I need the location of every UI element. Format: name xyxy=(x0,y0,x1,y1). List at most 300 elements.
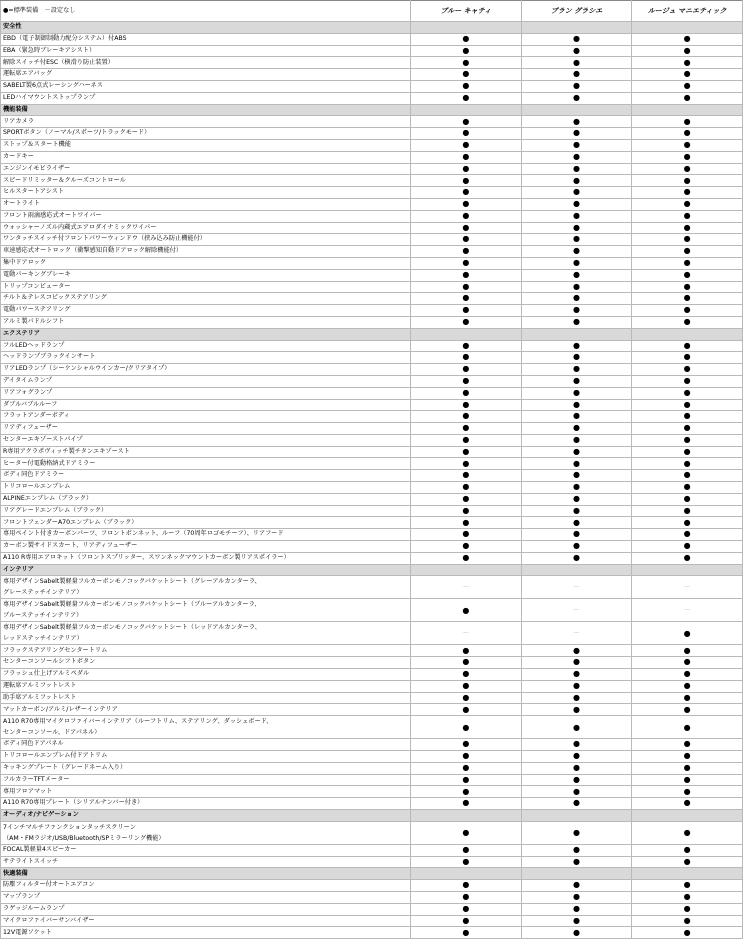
standard-equipment-mark: ● xyxy=(521,281,632,293)
standard-equipment-mark: ● xyxy=(632,116,743,128)
standard-equipment-mark: ● xyxy=(411,856,522,868)
feature-cell xyxy=(1,340,411,352)
standard-equipment-mark: ● xyxy=(521,657,632,669)
standard-equipment-mark: ● xyxy=(521,198,632,210)
feature-label: ボディ同色ドアパネル xyxy=(3,740,64,748)
standard-equipment-mark: ● xyxy=(411,423,522,435)
feature-label: 運転席アルミフットレスト xyxy=(3,681,77,689)
section-empty-cell xyxy=(411,810,522,822)
feature-label: 集中ドアロック xyxy=(3,259,47,267)
table-row xyxy=(1,458,743,470)
standard-equipment-mark: ● xyxy=(521,482,632,494)
feature-label: ストップ＆スタート機能 xyxy=(3,141,71,149)
feature-cell xyxy=(1,57,411,69)
feature-cell xyxy=(1,669,411,681)
feature-label: 解除スイッチ付ESC（横滑り防止装置） xyxy=(3,58,114,66)
standard-equipment-mark: ● xyxy=(632,657,743,669)
table-row xyxy=(1,33,743,45)
feature-label: カーボン製サイドスカート、リアディフューザー xyxy=(3,542,138,550)
section-header-row xyxy=(1,564,743,576)
standard-equipment-mark: ● xyxy=(632,128,743,140)
table-row xyxy=(1,751,743,763)
table-row xyxy=(1,774,743,786)
standard-equipment-mark: ● xyxy=(411,739,522,751)
feature-label: カードキー xyxy=(3,152,34,160)
section-empty-cell xyxy=(632,22,743,34)
table-row xyxy=(1,375,743,387)
standard-equipment-mark: ● xyxy=(632,739,743,751)
standard-equipment-mark: ● xyxy=(521,751,632,763)
feature-label: リアディフューザー xyxy=(3,424,58,432)
not-available-mark: － xyxy=(521,576,632,599)
feature-cell xyxy=(1,222,411,234)
standard-equipment-mark: ● xyxy=(411,880,522,892)
feature-label-line2: グレーステッチインテリア） xyxy=(3,589,83,597)
feature-cell xyxy=(1,163,411,175)
standard-equipment-mark: ● xyxy=(411,470,522,482)
standard-equipment-mark: ● xyxy=(411,762,522,774)
table-row xyxy=(1,45,743,57)
table-row xyxy=(1,786,743,798)
section-empty-cell xyxy=(632,328,743,340)
standard-equipment-mark: ● xyxy=(632,482,743,494)
standard-equipment-mark: ● xyxy=(411,92,522,104)
feature-cell xyxy=(1,657,411,669)
standard-equipment-mark: ● xyxy=(411,340,522,352)
table-row xyxy=(1,529,743,541)
standard-equipment-mark: ● xyxy=(521,411,632,423)
feature-label: マイクロファイバーサンバイザー xyxy=(3,916,95,924)
standard-equipment-mark: ● xyxy=(411,33,522,45)
table-row xyxy=(1,821,743,844)
standard-equipment-mark: ● xyxy=(411,774,522,786)
standard-equipment-mark: ● xyxy=(521,305,632,317)
table-row xyxy=(1,399,743,411)
standard-equipment-mark: ● xyxy=(521,92,632,104)
standard-equipment-mark: ● xyxy=(521,139,632,151)
standard-equipment-mark: ● xyxy=(411,786,522,798)
feature-label: ダブルバブルルーフ xyxy=(3,400,58,408)
standard-equipment-mark: ● xyxy=(411,269,522,281)
table-row xyxy=(1,293,743,305)
standard-equipment-mark: ● xyxy=(521,541,632,553)
standard-equipment-mark: ● xyxy=(521,269,632,281)
feature-cell xyxy=(1,305,411,317)
standard-equipment-mark: ● xyxy=(521,552,632,564)
section-title: エクステリア xyxy=(1,328,411,340)
standard-equipment-mark: ● xyxy=(521,340,632,352)
table-row xyxy=(1,281,743,293)
standard-equipment-mark: ● xyxy=(411,316,522,328)
standard-equipment-mark: ● xyxy=(632,774,743,786)
feature-label: キッキングプレート（グレードネーム入り） xyxy=(3,763,127,771)
table-row xyxy=(1,517,743,529)
standard-equipment-mark: ● xyxy=(632,305,743,317)
feature-label: A110 R70専用マイクロファイバーインテリア（ルーフトリム、ステアリング、ダッシュボード、 xyxy=(3,718,273,726)
table-row xyxy=(1,762,743,774)
table-row xyxy=(1,704,743,716)
standard-equipment-mark: ● xyxy=(632,151,743,163)
table-row xyxy=(1,669,743,681)
standard-equipment-mark: ● xyxy=(521,446,632,458)
feature-cell xyxy=(1,762,411,774)
feature-label: トリコロールエンブレム xyxy=(3,483,71,491)
standard-equipment-mark: ● xyxy=(411,529,522,541)
feature-label: 12V電源ソケット xyxy=(3,928,52,936)
section-empty-cell xyxy=(521,810,632,822)
table-row xyxy=(1,316,743,328)
feature-label: オートライト xyxy=(3,200,40,208)
table-row xyxy=(1,680,743,692)
standard-equipment-mark: ● xyxy=(632,903,743,915)
standard-equipment-mark: ● xyxy=(521,458,632,470)
feature-label: フラットアンダーボディ xyxy=(3,412,70,420)
standard-equipment-mark: ● xyxy=(411,458,522,470)
table-row xyxy=(1,257,743,269)
standard-equipment-mark: ● xyxy=(521,33,632,45)
standard-equipment-mark: ● xyxy=(521,210,632,222)
feature-label: センターコンソールシフトボタン xyxy=(3,658,96,666)
feature-label: 7インチマルチファンクションタッチスクリーン xyxy=(3,823,136,831)
standard-equipment-mark: ● xyxy=(521,692,632,704)
feature-cell xyxy=(1,482,411,494)
standard-equipment-mark: ● xyxy=(521,375,632,387)
standard-equipment-mark: ● xyxy=(632,622,743,645)
feature-cell xyxy=(1,880,411,892)
table-row xyxy=(1,692,743,704)
standard-equipment-mark: ● xyxy=(632,915,743,927)
standard-equipment-mark: ● xyxy=(632,856,743,868)
table-row xyxy=(1,576,743,599)
standard-equipment-mark: ● xyxy=(411,552,522,564)
standard-equipment-mark: ● xyxy=(521,364,632,376)
feature-cell xyxy=(1,33,411,45)
standard-equipment-mark: ● xyxy=(632,704,743,716)
standard-equipment-mark: ● xyxy=(632,316,743,328)
feature-cell xyxy=(1,246,411,258)
table-row xyxy=(1,423,743,435)
feature-cell xyxy=(1,210,411,222)
table-row xyxy=(1,352,743,364)
feature-label: ボディ同色ドアミラー xyxy=(3,471,65,479)
standard-equipment-mark: ● xyxy=(521,505,632,517)
standard-equipment-mark: ● xyxy=(411,669,522,681)
feature-label: FOCAL製軽量4スピーカー xyxy=(3,845,77,853)
table-row xyxy=(1,305,743,317)
standard-equipment-mark: ● xyxy=(411,375,522,387)
feature-cell xyxy=(1,399,411,411)
table-row xyxy=(1,340,743,352)
standard-equipment-mark: ● xyxy=(632,786,743,798)
feature-label: トリップコンピューター xyxy=(3,282,71,290)
feature-cell xyxy=(1,927,411,939)
standard-equipment-mark: ● xyxy=(521,45,632,57)
feature-label: マットカーボン/アルミ/レザーインテリア xyxy=(3,705,118,713)
standard-equipment-mark: ● xyxy=(632,880,743,892)
table-row xyxy=(1,210,743,222)
standard-equipment-mark: ● xyxy=(632,246,743,258)
feature-cell xyxy=(1,774,411,786)
feature-label: フロントフェンダーA70エンブレム（ブラック） xyxy=(3,518,138,526)
standard-equipment-mark: ● xyxy=(411,352,522,364)
standard-equipment-mark: ● xyxy=(411,234,522,246)
table-row xyxy=(1,80,743,92)
standard-equipment-mark: ● xyxy=(411,704,522,716)
feature-label: SABELT製6点式レーシングハーネス xyxy=(3,82,103,90)
feature-label-line2: （AM・FMラジオ/USB/Bluetooth/SPミラーリング機能） xyxy=(3,834,165,842)
standard-equipment-mark: ● xyxy=(521,257,632,269)
feature-cell xyxy=(1,375,411,387)
feature-cell xyxy=(1,234,411,246)
feature-cell xyxy=(1,622,411,645)
table-row xyxy=(1,69,743,81)
standard-equipment-mark: ● xyxy=(632,198,743,210)
standard-equipment-mark: ● xyxy=(411,821,522,844)
standard-equipment-mark: ● xyxy=(521,423,632,435)
feature-cell xyxy=(1,187,411,199)
standard-equipment-mark: ● xyxy=(411,45,522,57)
section-empty-cell xyxy=(411,104,522,116)
feature-label: トリコロールエンブレム付ドアトリム xyxy=(3,752,108,760)
feature-cell xyxy=(1,175,411,187)
table-row xyxy=(1,92,743,104)
feature-label: エンジンイモビライザー xyxy=(3,164,71,172)
table-row xyxy=(1,175,743,187)
table-row xyxy=(1,434,743,446)
table-row xyxy=(1,915,743,927)
standard-equipment-mark: ● xyxy=(411,210,522,222)
table-row xyxy=(1,739,743,751)
feature-cell xyxy=(1,645,411,657)
column-header-blanc: ブラン グラシエ xyxy=(521,1,632,22)
standard-equipment-mark: ● xyxy=(521,293,632,305)
standard-equipment-mark: ● xyxy=(632,175,743,187)
section-empty-cell xyxy=(521,104,632,116)
standard-equipment-mark: ● xyxy=(632,281,743,293)
feature-label: チルト＆テレスコピックステアリング xyxy=(3,294,107,302)
feature-cell xyxy=(1,599,411,622)
section-title: 機能装備 xyxy=(1,104,411,116)
standard-equipment-mark: ● xyxy=(632,187,743,199)
feature-label: 助手席アルミフットレスト xyxy=(3,693,77,701)
standard-equipment-mark: ● xyxy=(411,716,522,739)
feature-cell xyxy=(1,45,411,57)
feature-cell xyxy=(1,364,411,376)
feature-label: 専用ペイント付きカーボンパーツ、フロントボンネット、ルーフ（70周年ロゴモチーフ）、リアフード xyxy=(3,530,284,538)
standard-equipment-mark: ● xyxy=(411,927,522,939)
standard-equipment-mark: ● xyxy=(521,470,632,482)
column-header-bleu: ブルー キャティ xyxy=(411,1,522,22)
table-row xyxy=(1,470,743,482)
section-empty-cell xyxy=(632,868,743,880)
feature-cell xyxy=(1,316,411,328)
section-empty-cell xyxy=(521,328,632,340)
section-empty-cell xyxy=(521,22,632,34)
standard-equipment-mark: ● xyxy=(521,786,632,798)
table-row xyxy=(1,364,743,376)
standard-equipment-mark: ● xyxy=(632,257,743,269)
standard-equipment-mark: ● xyxy=(411,305,522,317)
standard-equipment-mark: ● xyxy=(632,529,743,541)
feature-cell xyxy=(1,281,411,293)
table-row xyxy=(1,246,743,258)
feature-cell xyxy=(1,434,411,446)
feature-cell xyxy=(1,505,411,517)
standard-equipment-mark: ● xyxy=(632,80,743,92)
feature-cell xyxy=(1,529,411,541)
table-row xyxy=(1,622,743,645)
feature-cell xyxy=(1,92,411,104)
section-header-row xyxy=(1,810,743,822)
header-row xyxy=(1,1,743,22)
standard-equipment-mark: ● xyxy=(632,517,743,529)
feature-cell xyxy=(1,411,411,423)
standard-equipment-mark: ● xyxy=(521,69,632,81)
feature-label: リアフォグランプ xyxy=(3,388,53,396)
section-header-row xyxy=(1,104,743,116)
standard-equipment-mark: ● xyxy=(632,680,743,692)
standard-equipment-mark: ● xyxy=(411,246,522,258)
legend-text: ●=標準装備 －設定なし xyxy=(1,1,411,22)
standard-equipment-mark: ● xyxy=(521,399,632,411)
standard-equipment-mark: ● xyxy=(411,198,522,210)
standard-equipment-mark: ● xyxy=(411,680,522,692)
feature-cell xyxy=(1,116,411,128)
standard-equipment-mark: ● xyxy=(632,821,743,844)
standard-equipment-mark: ● xyxy=(632,57,743,69)
feature-cell xyxy=(1,856,411,868)
standard-equipment-mark: ● xyxy=(411,915,522,927)
feature-label: リアLEDランプ（シーケンシャルウインカー/クリアタイプ） xyxy=(3,365,171,373)
feature-cell xyxy=(1,892,411,904)
feature-label: リアカメラ xyxy=(3,117,34,125)
section-empty-cell xyxy=(521,868,632,880)
table-row xyxy=(1,222,743,234)
feature-cell xyxy=(1,269,411,281)
feature-cell xyxy=(1,69,411,81)
table-row xyxy=(1,151,743,163)
feature-label: センターエキゾーストパイプ xyxy=(3,436,83,444)
standard-equipment-mark: ● xyxy=(411,163,522,175)
not-available-mark: － xyxy=(411,576,522,599)
feature-label: 車速感応式オートロック（衝撃感知自動ドアロック解除機能付） xyxy=(3,247,183,255)
standard-equipment-mark: ● xyxy=(632,762,743,774)
standard-equipment-mark: ● xyxy=(521,669,632,681)
feature-cell xyxy=(1,751,411,763)
feature-cell xyxy=(1,257,411,269)
standard-equipment-mark: ● xyxy=(632,423,743,435)
feature-label: ヘッドランプブラックインサート xyxy=(3,353,96,361)
standard-equipment-mark: ● xyxy=(411,517,522,529)
standard-equipment-mark: ● xyxy=(632,92,743,104)
standard-equipment-mark: ● xyxy=(632,387,743,399)
feature-label: フルLEDヘッドランプ xyxy=(3,341,65,349)
standard-equipment-mark: ● xyxy=(521,246,632,258)
feature-label: スピードリミッター＆クルーズコントロール xyxy=(3,176,126,184)
feature-label: 防塵フィルター付オートエアコン xyxy=(3,881,95,889)
standard-equipment-mark: ● xyxy=(521,716,632,739)
standard-equipment-mark: ● xyxy=(521,762,632,774)
feature-label: EBA（緊急時ブレーキアシスト） xyxy=(3,46,96,54)
standard-equipment-mark: ● xyxy=(521,387,632,399)
feature-label: SPORTボタン（ノーマル/スポーツ/トラックモード） xyxy=(3,129,151,137)
feature-cell xyxy=(1,198,411,210)
standard-equipment-mark: ● xyxy=(632,340,743,352)
feature-label: デイタイムランプ xyxy=(3,377,52,385)
standard-equipment-mark: ● xyxy=(632,210,743,222)
standard-equipment-mark: ● xyxy=(521,57,632,69)
standard-equipment-mark: ● xyxy=(521,880,632,892)
standard-equipment-mark: ● xyxy=(521,529,632,541)
standard-equipment-mark: ● xyxy=(411,399,522,411)
feature-label: マップランプ xyxy=(3,893,40,901)
feature-cell xyxy=(1,128,411,140)
feature-label: サテライトスイッチ xyxy=(3,857,59,865)
not-available-mark: － xyxy=(632,599,743,622)
feature-label: 運転席エアバッグ xyxy=(3,70,53,78)
table-row xyxy=(1,269,743,281)
standard-equipment-mark: ● xyxy=(521,316,632,328)
standard-equipment-mark: ● xyxy=(632,234,743,246)
standard-equipment-mark: ● xyxy=(632,458,743,470)
table-row xyxy=(1,116,743,128)
table-row xyxy=(1,599,743,622)
feature-label: ウォッシャーノズル内蔵式エアロダイナミックワイパー xyxy=(3,223,157,231)
feature-cell xyxy=(1,80,411,92)
feature-cell xyxy=(1,903,411,915)
feature-label: 専用フロアマット xyxy=(3,787,53,795)
feature-label: ラゲッジルームランプ xyxy=(3,904,65,912)
section-title: インテリア xyxy=(1,564,411,576)
feature-cell xyxy=(1,716,411,739)
table-row xyxy=(1,446,743,458)
feature-cell xyxy=(1,915,411,927)
standard-equipment-mark: ● xyxy=(411,57,522,69)
standard-equipment-mark: ● xyxy=(411,293,522,305)
table-row xyxy=(1,892,743,904)
standard-equipment-mark: ● xyxy=(521,80,632,92)
standard-equipment-mark: ● xyxy=(632,645,743,657)
feature-cell xyxy=(1,541,411,553)
standard-equipment-mark: ● xyxy=(632,293,743,305)
standard-equipment-mark: ● xyxy=(411,434,522,446)
feature-cell xyxy=(1,576,411,599)
standard-equipment-mark: ● xyxy=(521,915,632,927)
feature-label: 電動パワーステアリング xyxy=(3,306,71,314)
standard-equipment-mark: ● xyxy=(632,163,743,175)
feature-label-line2: センターコンソール、ドアパネル） xyxy=(3,729,101,737)
standard-equipment-mark: ● xyxy=(411,599,522,622)
feature-cell xyxy=(1,139,411,151)
standard-equipment-mark: ● xyxy=(411,151,522,163)
table-row xyxy=(1,552,743,564)
table-row xyxy=(1,387,743,399)
section-title: 安全性 xyxy=(1,22,411,34)
standard-equipment-mark: ● xyxy=(411,116,522,128)
standard-equipment-mark: ● xyxy=(521,856,632,868)
standard-equipment-mark: ● xyxy=(411,387,522,399)
standard-equipment-mark: ● xyxy=(411,892,522,904)
standard-equipment-mark: ● xyxy=(521,434,632,446)
feature-label: LEDハイマウントストップランプ xyxy=(3,93,96,101)
feature-label: A110 R専用エアロキット（フロントスプリッター、スワンネックマウントカーボン製リアスポイラー） xyxy=(3,554,290,561)
table-row xyxy=(1,856,743,868)
standard-equipment-mark: ● xyxy=(521,844,632,856)
standard-equipment-mark: ● xyxy=(632,892,743,904)
table-row xyxy=(1,198,743,210)
standard-equipment-mark: ● xyxy=(632,927,743,939)
table-row xyxy=(1,128,743,140)
